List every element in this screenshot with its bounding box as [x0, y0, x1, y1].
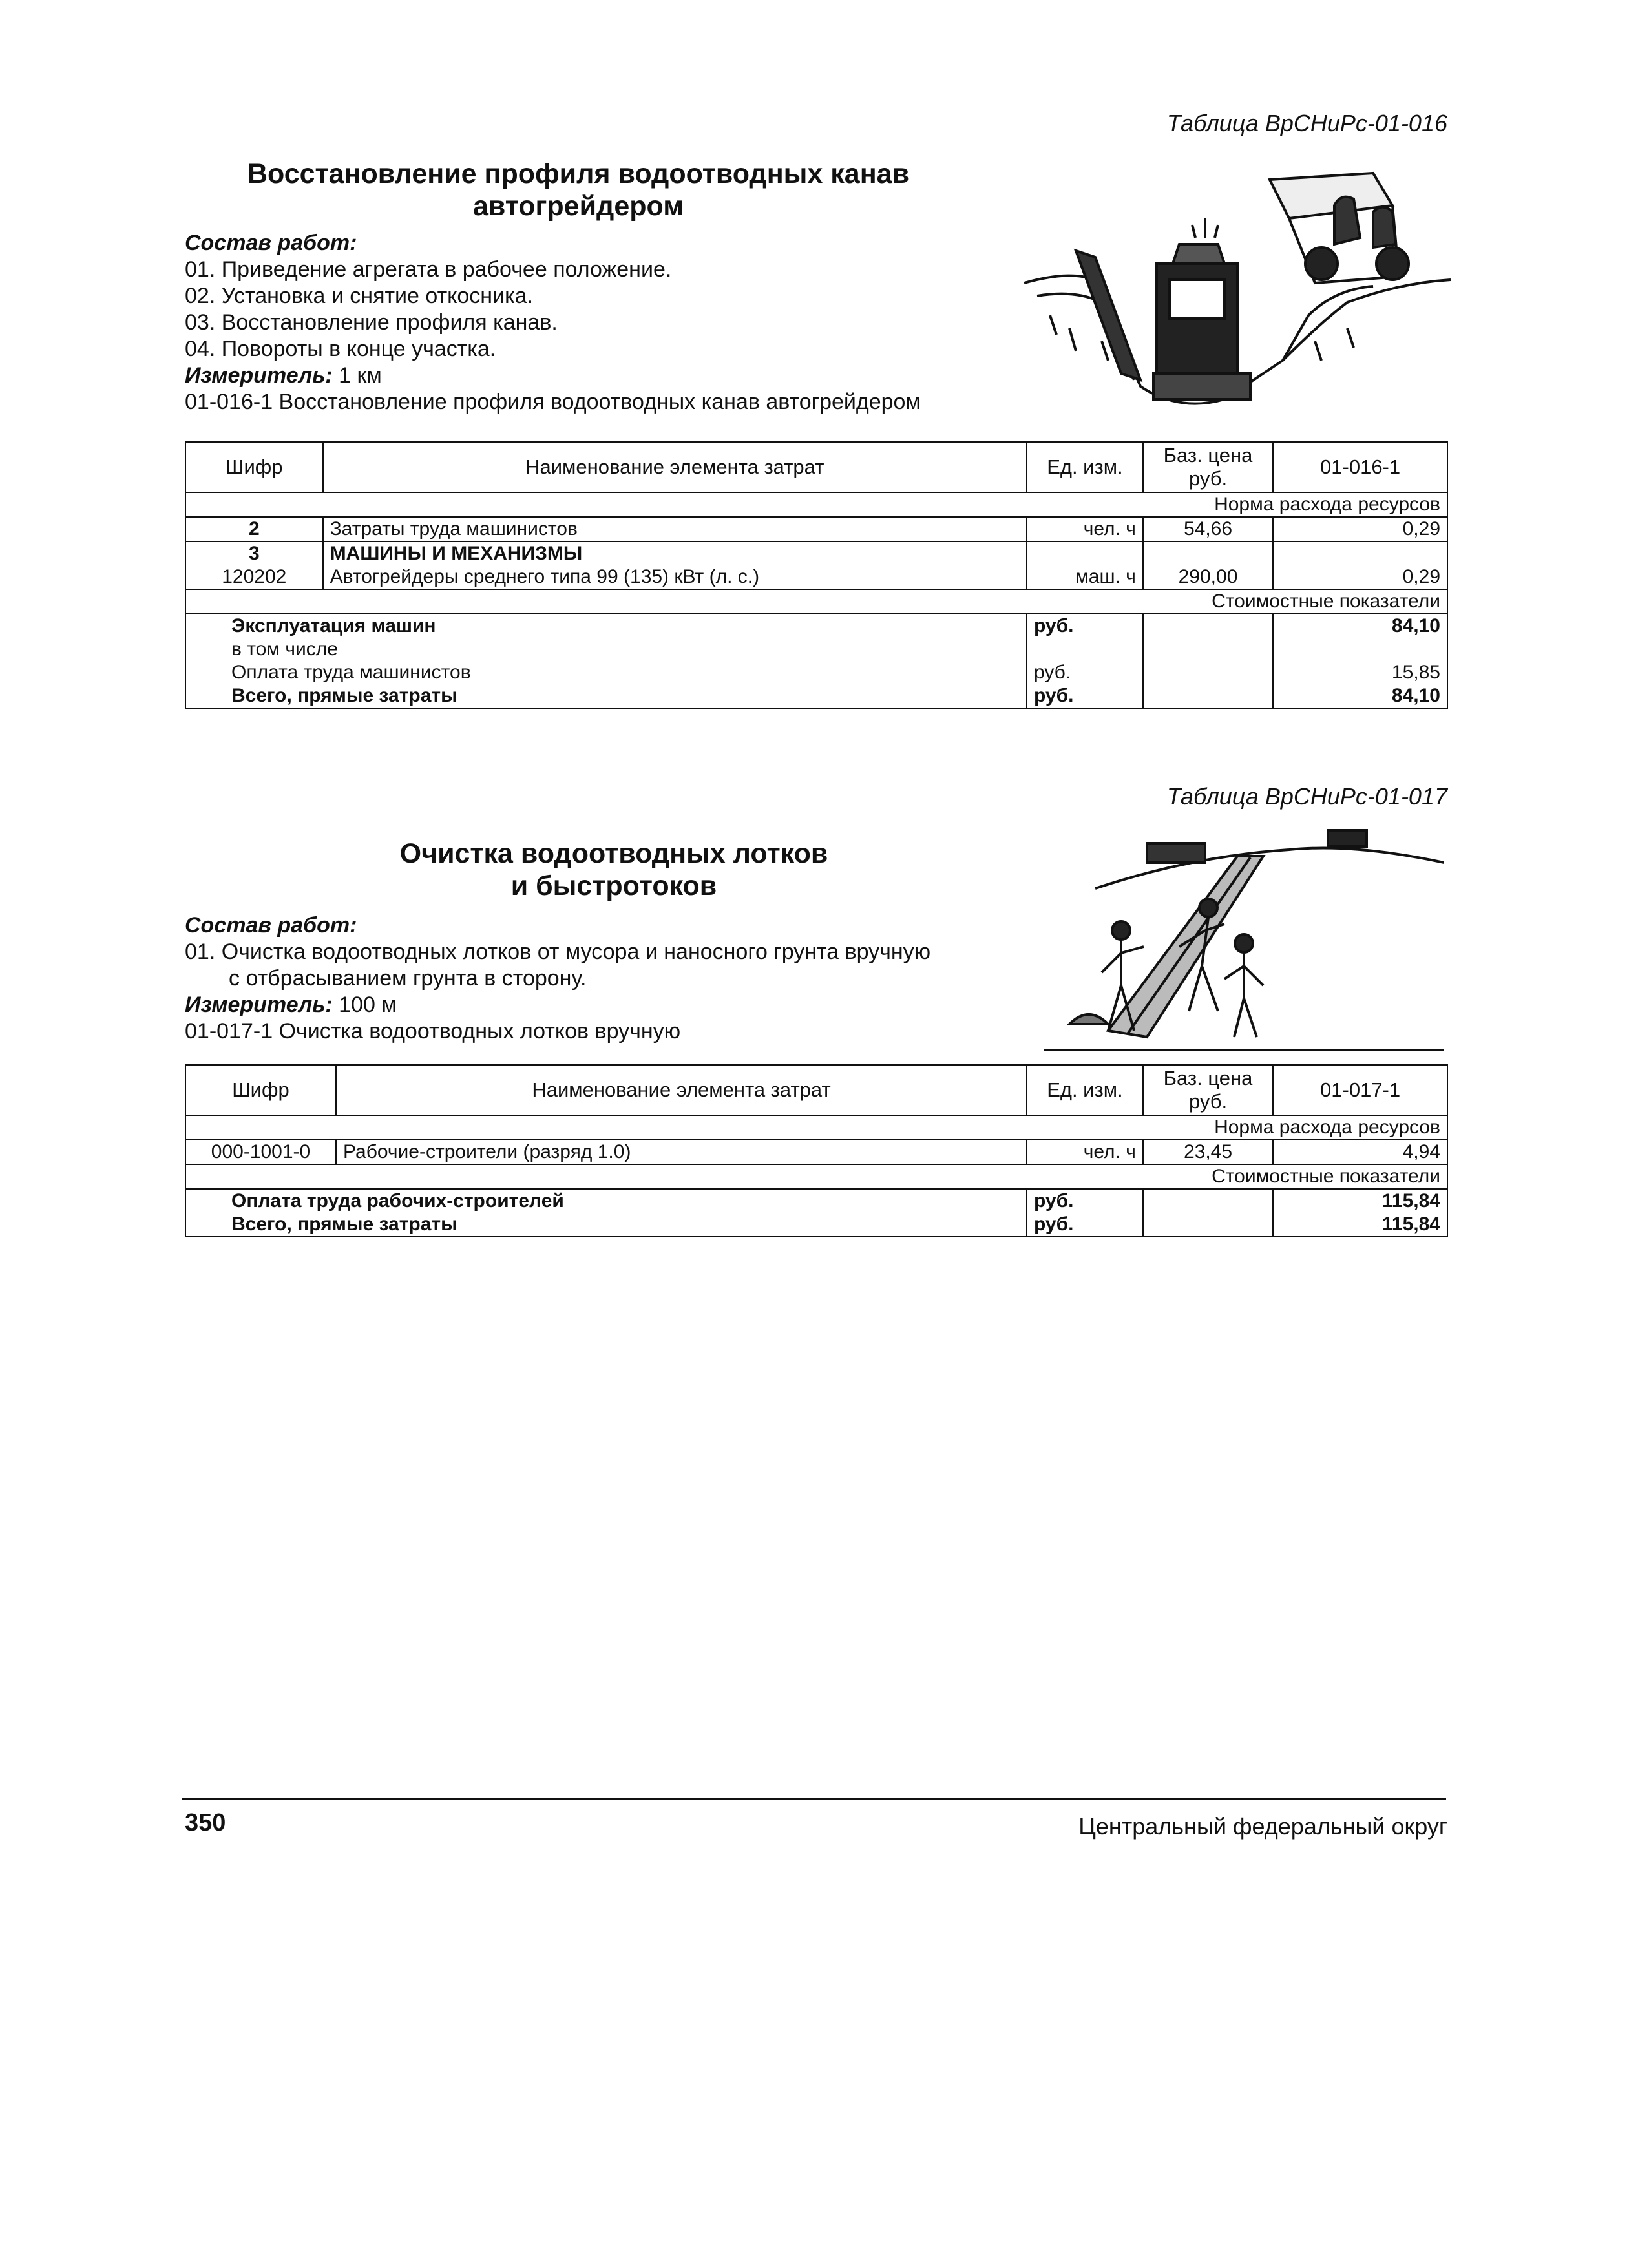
cost-value: 84,10 — [1273, 684, 1447, 708]
header-price: Баз. цена руб. — [1143, 1065, 1273, 1115]
cost-heading: Стоимостные показатели — [185, 1164, 1447, 1189]
cost-name: Оплата труда машинистов — [185, 661, 1027, 684]
works-item: 02. Установка и снятие откосника. — [185, 284, 534, 308]
page-number: 350 — [185, 1809, 226, 1836]
measure-value: 100 м — [332, 992, 397, 1017]
norm-heading-row — [185, 1115, 1447, 1140]
cost-value: 15,85 — [1273, 661, 1447, 684]
measure-label: Измеритель: — [185, 992, 333, 1017]
cost-empty — [1143, 1213, 1273, 1237]
cost-heading: Стоимостные показатели — [185, 589, 1447, 614]
row-unit: чел. ч — [1027, 517, 1143, 541]
row-unit: маш. ч — [1027, 565, 1143, 589]
row-price: 290,00 — [1143, 565, 1273, 589]
row-norm: 4,94 — [1273, 1140, 1447, 1164]
works-block — [185, 912, 930, 1045]
section-title-line-2: автогрейдером — [472, 191, 684, 222]
cost-row — [185, 614, 1447, 638]
cost-value: 115,84 — [1273, 1189, 1447, 1213]
workers-cleaning-trays-illustration — [1031, 817, 1444, 1063]
row-code: 3 — [185, 541, 323, 565]
row-name: Затраты труда машинистов — [323, 517, 1027, 541]
row-price: 54,66 — [1143, 517, 1273, 541]
works-item: с отбрасыванием грунта в сторону. — [229, 966, 587, 991]
cost-empty — [1143, 1189, 1273, 1213]
cost-value: 115,84 — [1273, 1213, 1447, 1237]
row-name: Рабочие-строители (разряд 1.0) — [336, 1140, 1027, 1164]
cost-row — [185, 684, 1447, 708]
cost-row — [185, 1189, 1447, 1213]
cost-value — [1273, 638, 1447, 661]
row-norm — [1273, 541, 1447, 565]
cost-empty — [1143, 638, 1273, 661]
cost-heading-row — [185, 1164, 1447, 1189]
header-code: Шифр — [185, 1065, 336, 1115]
cost-unit — [1027, 638, 1143, 661]
cost-row — [185, 638, 1447, 661]
cost-unit: руб. — [1027, 1189, 1143, 1213]
cost-name: Эксплуатация машин — [185, 614, 1027, 638]
table-header-row — [185, 442, 1447, 492]
works-block — [185, 230, 921, 415]
row-price: 23,45 — [1143, 1140, 1273, 1164]
cost-table — [185, 441, 1448, 709]
works-item: 01. Приведение агрегата в рабочее положение. — [185, 257, 672, 282]
section-title — [310, 837, 918, 902]
works-label: Состав работ: — [185, 913, 357, 938]
row-code: 120202 — [185, 565, 323, 589]
cost-name: Оплата труда рабочих-строителей — [185, 1189, 1027, 1213]
works-item: 03. Восстановление профиля канав. — [185, 310, 558, 335]
section-title-line-1: Очистка водоотводных лотков — [399, 838, 828, 869]
measure-value: 1 км — [332, 363, 382, 388]
cost-empty — [1143, 661, 1273, 684]
norm-heading-row — [185, 492, 1447, 517]
works-label: Состав работ: — [185, 231, 357, 255]
row-code: 000-1001-0 — [185, 1140, 336, 1164]
cost-name: Всего, прямые затраты — [185, 1213, 1027, 1237]
norm-heading: Норма расхода ресурсов — [185, 1115, 1447, 1140]
section-title-line-1: Восстановление профиля водоотводных канав — [247, 158, 910, 189]
header-price: Баз. цена руб. — [1143, 442, 1273, 492]
cost-table — [185, 1064, 1448, 1237]
item-line: 01-016-1 Восстановление профиля водоотводных канав автогрейдером — [185, 390, 921, 414]
table-row — [185, 517, 1447, 541]
row-code: 2 — [185, 517, 323, 541]
header-name: Наименование элемента затрат — [336, 1065, 1027, 1115]
motor-grader-illustration — [1011, 167, 1457, 438]
row-norm: 0,29 — [1273, 517, 1447, 541]
section-title-line-2: и быстротоков — [510, 870, 717, 901]
row-norm: 0,29 — [1273, 565, 1447, 589]
cost-unit: руб. — [1027, 614, 1143, 638]
measure-line — [185, 992, 930, 1018]
table-row — [185, 565, 1447, 589]
cost-unit: руб. — [1027, 684, 1143, 708]
row-price — [1143, 541, 1273, 565]
measure-line — [185, 362, 921, 389]
item-line: 01-017-1 Очистка водоотводных лотков вручную — [185, 1019, 681, 1044]
cost-unit: руб. — [1027, 661, 1143, 684]
header-name: Наименование элемента затрат — [323, 442, 1027, 492]
measure-label: Измеритель: — [185, 363, 333, 388]
norm-heading: Норма расхода ресурсов — [185, 492, 1447, 517]
section-title — [181, 158, 976, 222]
row-unit: чел. ч — [1027, 1140, 1143, 1164]
header-norm: 01-016-1 — [1273, 442, 1447, 492]
works-item: 04. Повороты в конце участка. — [185, 337, 496, 361]
cost-name: Всего, прямые затраты — [185, 684, 1027, 708]
row-unit — [1027, 541, 1143, 565]
table-label: Таблица ВрСНиРс-01-016 — [1166, 110, 1447, 136]
cost-empty — [1143, 614, 1273, 638]
table-header-row — [185, 1065, 1447, 1115]
table-label: Таблица ВрСНиРс-01-017 — [1166, 783, 1447, 810]
footer-rule — [182, 1798, 1446, 1800]
cost-row — [185, 1213, 1447, 1237]
cost-empty — [1143, 684, 1273, 708]
table-row — [185, 1140, 1447, 1164]
header-code: Шифр — [185, 442, 323, 492]
row-name: МАШИНЫ И МЕХАНИЗМЫ — [323, 541, 1027, 565]
table-row — [185, 541, 1447, 565]
header-unit: Ед. изм. — [1027, 1065, 1143, 1115]
cost-name: в том числе — [185, 638, 1027, 661]
header-unit: Ед. изм. — [1027, 442, 1143, 492]
cost-row — [185, 661, 1447, 684]
footer-region: Центральный федеральный округ — [1078, 1813, 1447, 1840]
cost-value: 84,10 — [1273, 614, 1447, 638]
cost-unit: руб. — [1027, 1213, 1143, 1237]
cost-heading-row — [185, 589, 1447, 614]
row-name: Автогрейдеры среднего типа 99 (135) кВт (л. с.) — [323, 565, 1027, 589]
header-norm: 01-017-1 — [1273, 1065, 1447, 1115]
works-item: 01. Очистка водоотводных лотков от мусора и наносного грунта вручную — [185, 940, 931, 964]
